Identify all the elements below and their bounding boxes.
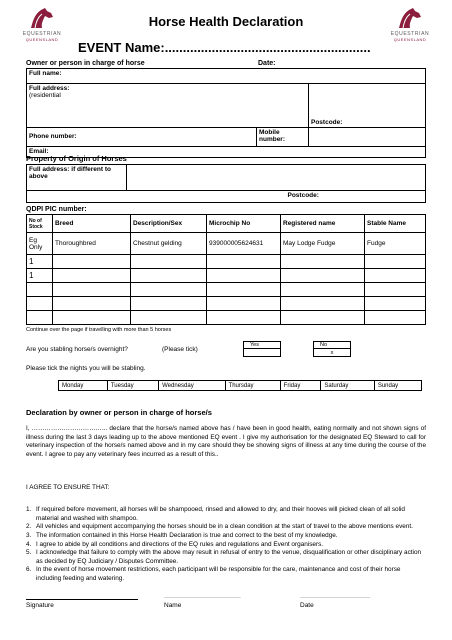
table-cell[interactable] [365, 297, 426, 311]
table-row[interactable] [27, 269, 426, 283]
signature-line[interactable] [26, 599, 138, 600]
yes-checkbox[interactable] [243, 341, 281, 357]
date-line[interactable]: _____________________ [300, 592, 371, 598]
table-cell[interactable] [207, 311, 281, 325]
table-cell[interactable] [53, 311, 131, 325]
nights-table [58, 380, 422, 391]
row-number[interactable]: 1 [27, 255, 53, 269]
horses-table [26, 214, 426, 325]
conditions-list [26, 506, 426, 584]
row-number[interactable]: 1 [27, 269, 53, 283]
table-cell[interactable] [131, 297, 207, 311]
day-sunday[interactable]: Sunday [374, 381, 421, 391]
origin-heading: Property of Origin of Horses [26, 154, 127, 163]
owner-heading: Owner or person in charge of horse [26, 60, 145, 67]
phone-field[interactable] [27, 127, 257, 146]
table-cell[interactable] [281, 311, 365, 325]
table-cell[interactable] [131, 311, 207, 325]
table-cell[interactable] [281, 255, 365, 269]
name-label: Name [164, 602, 182, 609]
origin-address-label: Full address: if different to above [27, 165, 127, 191]
full-name-label: Full name: [29, 70, 62, 77]
phone-label: Phone number: [29, 133, 77, 140]
table-row[interactable] [27, 255, 426, 269]
table-row[interactable] [27, 297, 426, 311]
date-label: Date: [258, 60, 276, 67]
agree-heading: I AGREE TO ENSURE THAT: [26, 484, 110, 491]
table-cell: 939000005624631 [207, 233, 281, 255]
day-wednesday[interactable]: Wednesday [159, 381, 225, 391]
day-tuesday[interactable]: Tuesday [107, 381, 158, 391]
origin-table [26, 164, 426, 203]
table-cell[interactable] [131, 269, 207, 283]
day-friday[interactable]: Friday [280, 381, 321, 391]
logo-text: EQUESTRIAN [22, 31, 62, 37]
table-cell: Thoroughbred [53, 233, 131, 255]
table-cell[interactable] [53, 283, 131, 297]
origin-postcode-field[interactable] [286, 191, 426, 203]
no-checkbox[interactable] [313, 341, 351, 357]
full-address-field[interactable] [27, 84, 309, 128]
list-item: 3. The information contained in this Horse Health Declaration is true and correct to the best of my knowledge. [26, 531, 338, 539]
col-header: Registered name [281, 215, 365, 233]
owner-details-table [26, 68, 426, 158]
table-cell[interactable] [207, 297, 281, 311]
table-cell[interactable] [365, 269, 426, 283]
table-cell[interactable] [207, 269, 281, 283]
continue-note: Continue over the page if travelling with more than 5 horses [26, 327, 172, 333]
page-title: Horse Health Declaration [148, 14, 304, 29]
event-name-field[interactable]: EVENT Name:......................................................... [78, 40, 371, 55]
day-saturday[interactable]: Saturday [321, 381, 374, 391]
table-cell[interactable] [281, 283, 365, 297]
table-cell[interactable] [53, 269, 131, 283]
table-cell[interactable] [27, 297, 53, 311]
date-sig-label: Date [300, 602, 314, 609]
table-row[interactable] [27, 283, 426, 297]
postcode-label: Postcode: [311, 118, 343, 126]
list-item: 6. In the event of horse movement restrictions, each participant will be responsible for the care, maintenance and cost of their horse including feeding and watering. [26, 566, 401, 583]
table-cell[interactable] [365, 311, 426, 325]
table-cell[interactable] [131, 283, 207, 297]
table-cell[interactable] [365, 283, 426, 297]
full-address-label: Full address: [29, 85, 70, 92]
table-cell[interactable] [281, 297, 365, 311]
signature-label: Signature [26, 602, 54, 609]
list-item: 4. I agree to abide by all conditions and directions of the EQ rules and regulations and Event organisers. [26, 540, 324, 548]
email-label: Email: [29, 147, 49, 155]
list-item: 5. I acknowledge that failure to comply with the above may result in refusal of entry to the venue, disqualification or other disciplinary action as decided by EQ Judiciary / Disputes Committee. [26, 549, 422, 565]
table-cell[interactable] [53, 297, 131, 311]
table-cell: Eg Only [27, 233, 53, 255]
residential-note: (residential [29, 92, 61, 99]
tick-note: (Please tick) [162, 346, 198, 353]
col-header: Breed [53, 215, 131, 233]
yes-label: Yes [244, 342, 280, 349]
table-cell[interactable] [53, 255, 131, 269]
mobile-field[interactable] [309, 127, 426, 146]
declaration-text: I, ……………………………... declare that the horse/s named above has / have been in good health, eating normally and not shown signs of illness during the last 3 days leading up to the above mentioned EQ event . I give my authorisation for the designated EQ Steward to call for veterinary inspection of the horse/s named above and in my care should they be showing signs of illness at any time during the course of the event. I agree to pay any veterinary fees incurred as a result of this.. [26, 425, 426, 458]
table-cell[interactable] [207, 283, 281, 297]
col-header: Microchip No [207, 215, 281, 233]
stabling-question: Are you stabling horse/s overnight? [26, 346, 128, 353]
qdpi-pic-label: QDPI PIC number: [26, 206, 87, 213]
day-thursday[interactable]: Thursday [225, 381, 280, 391]
table-cell[interactable] [207, 255, 281, 269]
day-monday[interactable]: Monday [59, 381, 108, 391]
declaration-heading: Declaration by owner or person in charge of horse/s [26, 408, 212, 417]
table-cell[interactable] [131, 255, 207, 269]
col-header: Stable Name [365, 215, 426, 233]
origin-postcode-label: Postcode: [287, 192, 319, 199]
name-line[interactable]: _______________________ [164, 592, 241, 598]
no-mark: x [330, 350, 334, 356]
logo-text: EQUESTRIAN [390, 31, 430, 37]
table-cell[interactable] [27, 311, 53, 325]
col-header: No of Stock [27, 215, 53, 233]
example-row [27, 233, 426, 255]
table-row[interactable] [27, 311, 426, 325]
table-cell[interactable] [365, 255, 426, 269]
table-cell: May Lodge Fudge [281, 233, 365, 255]
logo-subtext: QUEENSLAND [25, 37, 59, 42]
nights-instruction: Please tick the nights you will be stabling. [26, 365, 146, 372]
table-cell[interactable] [281, 269, 365, 283]
table-cell[interactable] [27, 283, 53, 297]
full-name-field[interactable] [27, 69, 426, 84]
list-item: 2. All vehicles and equipment accompanying the horses should be in a clean condition at the start of travel to the above mentions event. [26, 523, 413, 531]
mobile-label: Mobile number: [257, 127, 309, 146]
table-cell: Fudge [365, 233, 426, 255]
table-cell: Chestnut gelding [131, 233, 207, 255]
origin-address-field[interactable] [127, 165, 426, 191]
logo-subtext: QUEENSLAND [393, 37, 427, 42]
no-label: No [314, 342, 350, 349]
col-header: Description/Sex [131, 215, 207, 233]
postcode-field[interactable] [309, 118, 426, 128]
list-item: 1. If required before movement, all horses will be shampooed, rinsed and allowed to dry, and their hooves will picked clean of all solid material and washed with shampoo. [26, 506, 405, 522]
